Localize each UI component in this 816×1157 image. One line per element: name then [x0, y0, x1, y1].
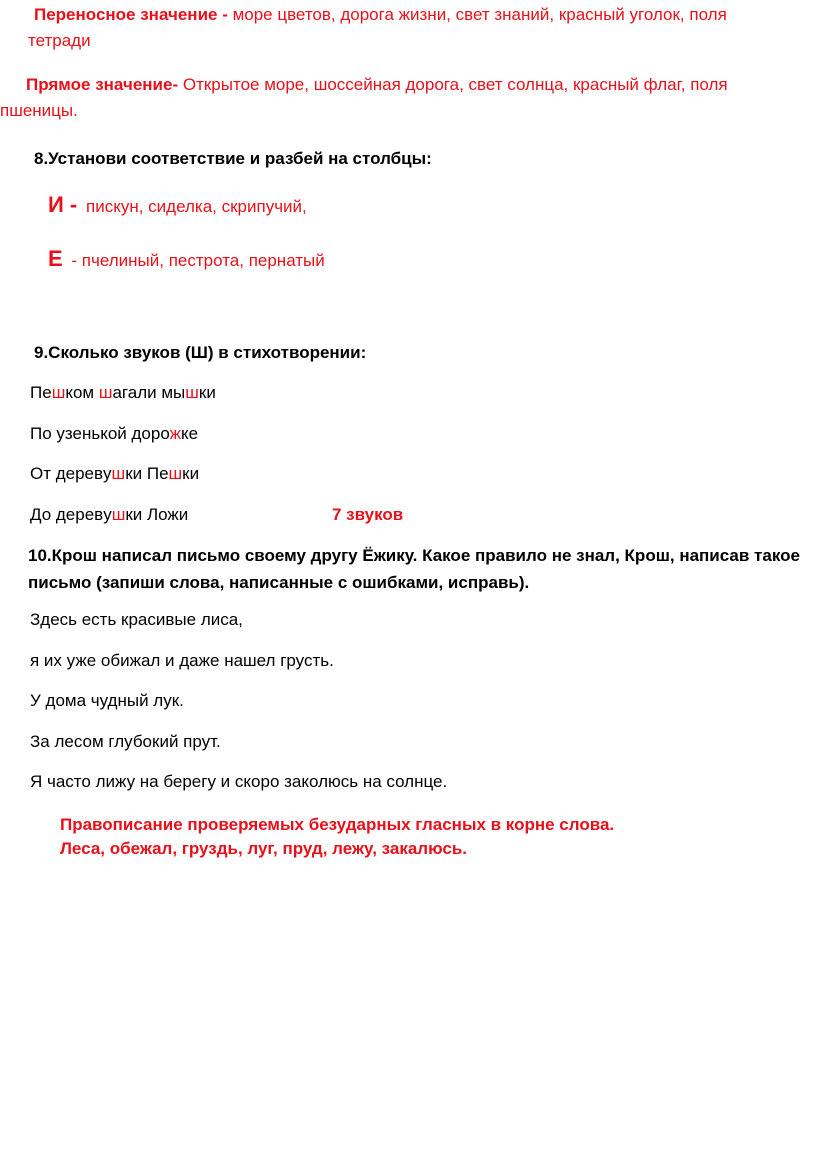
poem-text: Пе [30, 383, 52, 402]
figurative-line-2: тетради [28, 31, 91, 50]
figurative-line-1 [34, 4, 727, 26]
task9-title: 9.Сколько звуков (Ш) в стихотворении: [34, 343, 367, 362]
highlight-sh: ш [98, 383, 113, 402]
words-e: - пчелиный, пестрота, пернатый [66, 251, 325, 270]
letter-line-1: Здесь есть красивые лиса, [30, 610, 243, 629]
letter-i: И - [48, 192, 78, 217]
poem-text: ки Ложи [125, 505, 189, 524]
highlight-sh: ш [111, 464, 126, 483]
poem-line-4 [30, 504, 188, 526]
poem-text: ке [180, 424, 199, 443]
poem-text: ки [182, 464, 200, 483]
poem-text: ки Пе [125, 464, 169, 483]
task8-title: 8.Установи соответствие и разбей на столбцы: [34, 149, 432, 168]
poem-text: ком [65, 383, 99, 402]
highlight-sh: ш [168, 464, 183, 483]
task10-answer-rule: Правописание проверяемых безударных гласных в корне слова. [60, 815, 615, 834]
task9-answer: 7 звуков [332, 505, 404, 524]
poem-line-1 [30, 382, 216, 404]
highlight-sh: ш [185, 383, 199, 402]
poem-text: По узенькой доро [30, 424, 170, 443]
task10-title-1: 10.Крош написал письмо своему другу Ёжику. Какое правило не знал, Крош, написав такое [28, 546, 800, 565]
poem-line-3 [30, 463, 199, 485]
direct-label: Прямое значение- [26, 75, 179, 94]
direct-line-1 [26, 74, 728, 96]
highlight-zh: ж [169, 424, 181, 443]
direct-text: Открытое море, шоссейная дорога, свет солнца, красный флаг, поля [178, 75, 728, 94]
highlight-sh: ш [51, 383, 66, 402]
poem-line-2 [30, 423, 198, 445]
figurative-label: Переносное значение - [34, 5, 228, 24]
poem-text: До деревy [30, 505, 112, 524]
figurative-text: море цветов, дорога жизни, свет знаний, красный уголок, поля [227, 5, 727, 24]
task10-title-2: письмо (запиши слова, написанные с ошибками, исправь). [28, 573, 530, 592]
highlight-sh: ш [111, 505, 126, 524]
poem-text: агали мы [112, 383, 186, 402]
direct-line-2: пшеницы. [0, 101, 78, 120]
task8-row-e [48, 248, 325, 272]
poem-text: ки [198, 383, 216, 402]
letter-line-5: Я часто лижу на берегу и скоро заколюсь на солнце. [30, 772, 448, 791]
task10-answer-words: Леса, обежал, груздь, луг, пруд, лежу, закалюсь. [60, 839, 468, 858]
letter-e: Е [48, 246, 63, 271]
letter-line-3: У дома чудный лук. [30, 691, 184, 710]
letter-line-2: я их уже обижал и даже нашел грусть. [30, 651, 334, 670]
letter-line-4: За лесом глубокий прут. [30, 732, 221, 751]
poem-text: От деревy [30, 464, 112, 483]
words-i: пискун, сиделка, скрипучий, [86, 197, 307, 216]
task8-row-i [48, 194, 307, 218]
